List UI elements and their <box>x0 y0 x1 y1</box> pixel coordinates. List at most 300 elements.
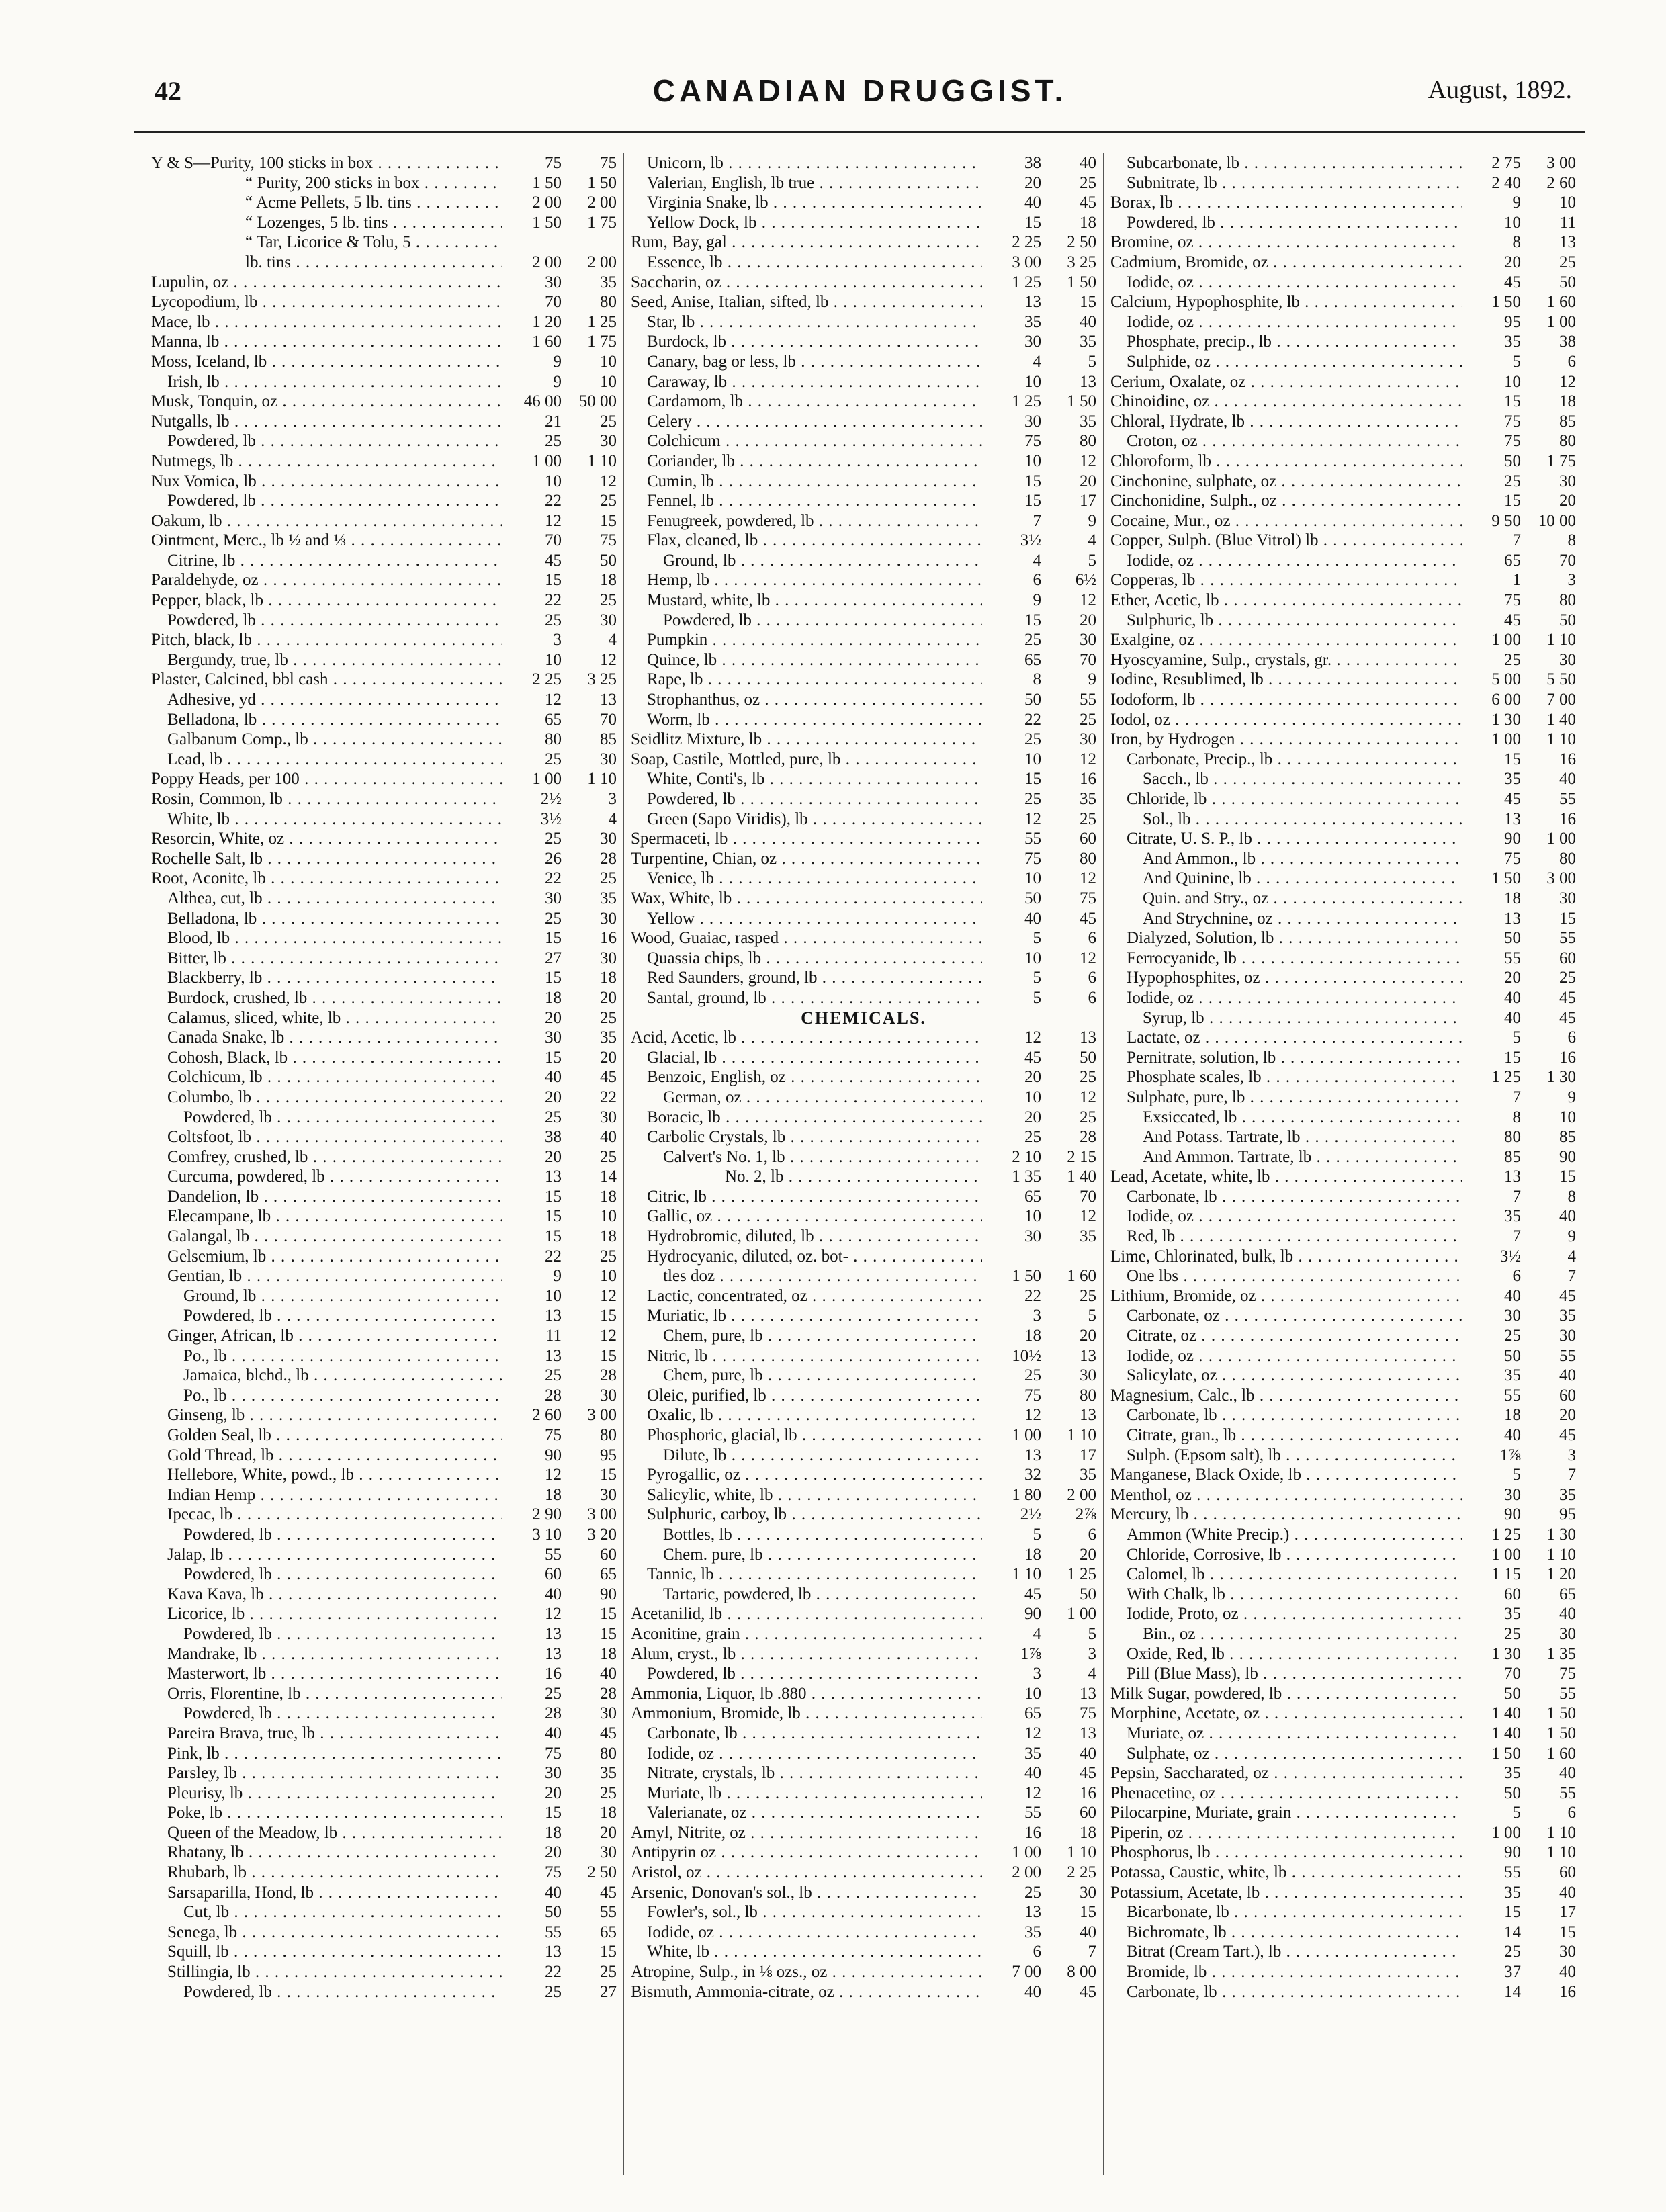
item-name: Bergundy, true, lb . . . <box>144 650 502 670</box>
price-row <box>144 253 623 273</box>
price-row <box>1104 1823 1583 1843</box>
price-row <box>624 1247 1103 1267</box>
item-name: Rosin, Common, lb . . . <box>144 789 502 809</box>
item-name: Powdered, lb . . . <box>1104 213 1462 233</box>
price-high: 7 <box>1088 1943 1096 1961</box>
item-name: Moss, Iceland, lb . . . <box>144 352 502 372</box>
item-name: Powdered, lb . . . <box>144 1108 502 1128</box>
item-name: Potassa, Caustic, white, lb . . . <box>1104 1863 1462 1883</box>
price-row <box>144 1604 623 1624</box>
price-low: 30 <box>1024 412 1041 431</box>
price-row <box>624 491 1103 511</box>
item-name: Atropine, Sulp., in ⅛ ozs., oz . . . <box>624 1962 982 1982</box>
price-low: 1 00 <box>1012 1426 1041 1444</box>
price-row <box>144 1028 623 1048</box>
price-low: 50 <box>1504 929 1521 948</box>
price-row <box>144 750 623 770</box>
item-name: Colchicum . . . <box>624 431 982 451</box>
price-row <box>624 1425 1103 1446</box>
price-row <box>144 1624 623 1644</box>
price-high: 2 50 <box>587 1863 617 1882</box>
item-name: Chinoidine, oz . . . <box>1104 392 1462 412</box>
price-row <box>144 988 623 1008</box>
item-name: Nitrate, crystals, lb . . . <box>624 1763 982 1783</box>
item-name: No. 2, lb . . . <box>624 1167 982 1187</box>
price-row <box>1104 1346 1583 1366</box>
price-row <box>1104 1405 1583 1425</box>
item-name: Copperas, lb . . . <box>1104 570 1462 590</box>
price-row <box>624 809 1103 830</box>
price-high: 28 <box>600 1366 617 1385</box>
price-low: 22 <box>1024 1286 1041 1305</box>
item-name: Gentian, lb . . . <box>144 1266 502 1286</box>
price-low: 25 <box>1024 1366 1041 1385</box>
price-row <box>144 1704 623 1724</box>
price-high: 55 <box>1080 691 1096 709</box>
price-low: 25 <box>545 611 562 629</box>
item-name: Amyl, Nitrite, oz . . . <box>624 1823 982 1843</box>
price-row <box>1104 1525 1583 1545</box>
item-name: Lead, lb . . . <box>144 750 502 770</box>
price-row <box>1104 1684 1583 1704</box>
item-name: Carbonate, oz . . . <box>1104 1306 1462 1326</box>
price-row <box>624 1386 1103 1406</box>
price-high: 2 60 <box>1546 173 1576 192</box>
price-row <box>624 1902 1103 1922</box>
price-high: 1 60 <box>1546 1744 1576 1763</box>
price-row <box>144 789 623 809</box>
price-low: 10 <box>1024 1088 1041 1106</box>
price-high: 70 <box>600 710 617 729</box>
price-low: 13 <box>545 1644 562 1663</box>
price-high: 15 <box>600 1943 617 1961</box>
price-low: 90 <box>1504 830 1521 848</box>
item-name: Lactate, oz . . . <box>1104 1028 1462 1048</box>
price-row <box>624 213 1103 233</box>
price-low: 10 <box>1504 372 1521 391</box>
price-row <box>144 491 623 511</box>
price-row <box>624 1724 1103 1744</box>
price-high: 12 <box>1080 948 1096 967</box>
item-name: Musk, Tonquin, oz . . . <box>144 392 502 412</box>
price-low <box>502 232 563 253</box>
price-low: 45 <box>1024 1585 1041 1603</box>
price-low: 25 <box>1504 650 1521 669</box>
item-name: Subcarbonate, lb . . . <box>1104 153 1462 173</box>
item-name: Pyrogallic, oz . . . <box>624 1465 982 1485</box>
price-row <box>1104 710 1583 730</box>
item-name: Citric, lb . . . <box>624 1187 982 1207</box>
item-name: With Chalk, lb . . . <box>1104 1585 1462 1605</box>
item-name: Squill, lb . . . <box>144 1942 502 1962</box>
price-low: 12 <box>545 511 562 530</box>
price-high: 55 <box>600 1903 617 1922</box>
price-high: 65 <box>600 1922 617 1941</box>
price-row <box>1104 1306 1583 1326</box>
item-name: Nutmegs, lb . . . <box>144 451 502 472</box>
item-name: Hemp, lb . . . <box>624 570 982 590</box>
item-name: Iron, by Hydrogen . . . <box>1104 729 1462 750</box>
price-row <box>624 1525 1103 1545</box>
price-row <box>1104 869 1583 889</box>
price-high: 45 <box>600 1068 617 1087</box>
price-low: 8 <box>1512 1108 1521 1126</box>
price-high: 30 <box>600 909 617 928</box>
price-high: 5 <box>1088 352 1096 371</box>
price-low: 80 <box>1504 1128 1521 1147</box>
price-high: 8 00 <box>1067 1963 1096 1982</box>
price-low: 75 <box>1504 432 1521 451</box>
price-low: 45 <box>1504 790 1521 808</box>
price-column-3 <box>1103 153 1583 2175</box>
price-high: 35 <box>1559 1307 1576 1325</box>
price-row <box>624 1763 1103 1783</box>
price-low: 1 40 <box>1491 1724 1521 1742</box>
item-name: Manna, lb . . . <box>144 332 502 352</box>
price-low: 30 <box>1024 333 1041 351</box>
price-high: 95 <box>1559 1505 1576 1524</box>
price-low: 1 00 <box>1012 1843 1041 1862</box>
price-high: 3 00 <box>587 1505 617 1524</box>
price-row <box>624 1505 1103 1525</box>
item-name: Santal, ground, lb . . . <box>624 988 982 1008</box>
price-low: 1 00 <box>1491 1545 1521 1564</box>
item-name: Iodide, oz . . . <box>1104 551 1462 571</box>
item-name: And Ammon. Tartrate, lb . . . <box>1104 1147 1462 1167</box>
price-high: 30 <box>1559 1624 1576 1643</box>
item-name: Pepper, black, lb . . . <box>144 590 502 611</box>
price-low: 9 <box>553 352 562 371</box>
price-row <box>144 1346 623 1366</box>
item-name: Gelsemium, lb . . . <box>144 1247 502 1267</box>
item-name: Oakum, lb . . . <box>144 511 502 531</box>
price-high: 65 <box>1559 1585 1576 1603</box>
price-row <box>1104 1803 1583 1823</box>
price-row <box>144 1247 623 1267</box>
item-name: White, lb . . . <box>144 809 502 830</box>
item-name: Pitch, black, lb . . . <box>144 630 502 650</box>
price-low: 1 20 <box>532 312 562 331</box>
price-high: 45 <box>1080 1982 1096 2001</box>
price-row <box>144 1744 623 1764</box>
item-name: Poke, lb . . . <box>144 1803 502 1823</box>
price-high: 55 <box>1559 1346 1576 1365</box>
price-low: 7 <box>1512 1227 1521 1246</box>
price-low: 40 <box>1504 1426 1521 1444</box>
price-low: 75 <box>1024 432 1041 451</box>
item-name: Bichromate, lb . . . <box>1104 1922 1462 1943</box>
price-high: 9 <box>1567 1088 1576 1106</box>
item-name: Sulphate, pure, lb . . . <box>1104 1088 1462 1108</box>
price-high: 15 <box>1080 1903 1096 1922</box>
price-low: 2 25 <box>532 670 562 689</box>
price-low: 1 35 <box>1012 1167 1041 1186</box>
price-low: 50 <box>1504 1346 1521 1365</box>
price-high: 40 <box>600 1665 617 1683</box>
item-name: Powdered, lb . . . <box>624 611 982 631</box>
price-high: 5 <box>1088 1624 1096 1643</box>
price-low: 15 <box>545 1804 562 1822</box>
price-low: 22 <box>545 492 562 511</box>
item-name: Iodide, oz . . . <box>1104 1206 1462 1227</box>
price-low: 15 <box>1504 492 1521 511</box>
item-name: Iodide, oz . . . <box>1104 273 1462 293</box>
price-low: 13 <box>545 1346 562 1365</box>
price-row <box>144 1306 623 1326</box>
item-name: And Quinine, lb . . . <box>1104 869 1462 889</box>
price-row <box>1104 253 1583 273</box>
price-low: 1 60 <box>532 333 562 351</box>
price-low: 20 <box>545 1008 562 1027</box>
price-high: 25 <box>600 1963 617 1982</box>
price-high: 35 <box>600 273 617 292</box>
price-low: 85 <box>1504 1147 1521 1166</box>
item-name: Soap, Castile, Mottled, pure, lb . . . <box>624 750 982 770</box>
item-name: Parsley, lb . . . <box>144 1763 502 1783</box>
price-low: 1 50 <box>1012 1267 1041 1286</box>
item-name: Chloride, Corrosive, lb . . . <box>1104 1545 1462 1565</box>
price-high: 3 <box>608 790 617 808</box>
price-row <box>1104 1564 1583 1585</box>
price-high: 50 <box>1559 273 1576 292</box>
price-row <box>1104 1088 1583 1108</box>
price-low: 25 <box>545 909 562 928</box>
price-low: 1 <box>1512 571 1521 590</box>
price-low: 10 <box>1024 750 1041 768</box>
price-low: 1⅞ <box>1499 1446 1521 1464</box>
price-low: 25 <box>545 750 562 768</box>
item-name: Ointment, Merc., lb ½ and ⅓ . . . <box>144 531 502 551</box>
item-name: Calomel, lb . . . <box>1104 1564 1462 1585</box>
item-name: Hypophosphites, oz . . . <box>1104 968 1462 988</box>
price-high: 40 <box>1559 770 1576 789</box>
price-low: 25 <box>1024 790 1041 808</box>
item-name: Cinchonidine, Sulph., oz . . . <box>1104 491 1462 511</box>
price-high: 35 <box>1080 1466 1096 1485</box>
item-name: Fenugreek, powdered, lb . . . <box>624 511 982 531</box>
price-low: 35 <box>1504 1207 1521 1226</box>
price-high: 30 <box>600 1108 617 1126</box>
price-low: 4 <box>1033 352 1041 371</box>
price-row <box>1104 1048 1583 1068</box>
price-high: 1 75 <box>587 333 617 351</box>
price-high: 30 <box>600 611 617 629</box>
price-low: 30 <box>545 889 562 908</box>
item-name: Muriate, oz . . . <box>1104 1724 1462 1744</box>
price-low: 15 <box>545 1048 562 1067</box>
item-name: Quin. and Stry., oz . . . <box>1104 889 1462 909</box>
price-low: 12 <box>545 1466 562 1485</box>
price-low: 10 <box>1024 948 1041 967</box>
price-high: 25 <box>1080 173 1096 192</box>
item-name: Turpentine, Chian, oz . . . <box>624 849 982 869</box>
price-low: 25 <box>545 432 562 451</box>
price-high: 95 <box>600 1446 617 1464</box>
price-low: 6 <box>1033 571 1041 590</box>
price-high: 80 <box>1080 849 1096 868</box>
price-low: 70 <box>545 293 562 312</box>
price-row <box>624 1942 1103 1962</box>
item-name: Powdered, lb . . . <box>144 1704 502 1724</box>
price-high: 6 <box>1088 929 1096 948</box>
price-row <box>1104 948 1583 969</box>
price-row <box>144 1863 623 1883</box>
item-name: Quassia chips, lb . . . <box>624 948 982 969</box>
item-name: Iodide, oz . . . <box>1104 988 1462 1008</box>
price-high: 45 <box>1080 193 1096 212</box>
price-row <box>1104 352 1583 372</box>
price-row <box>624 948 1103 969</box>
price-row <box>624 551 1103 571</box>
item-name: Carbonate, Precip., lb . . . <box>1104 750 1462 770</box>
price-row <box>624 1922 1103 1943</box>
price-high: 16 <box>1559 809 1576 828</box>
price-low: 2 00 <box>532 193 562 212</box>
price-high: 1 40 <box>1546 710 1576 729</box>
item-name: Calcium, Hypophosphite, lb . . . <box>1104 292 1462 312</box>
price-row <box>1104 1664 1583 1684</box>
item-name: Cumin, lb . . . <box>624 472 982 492</box>
item-name: Red Saunders, ground, lb . . . <box>624 968 982 988</box>
price-low: 2 10 <box>1012 1147 1041 1166</box>
price-row <box>144 531 623 551</box>
price-high: 1 30 <box>1546 1068 1576 1087</box>
price-high: 75 <box>1559 1665 1576 1683</box>
item-name: Bottles, lb . . . <box>624 1525 982 1545</box>
item-name: Iodide, oz . . . <box>1104 312 1462 333</box>
price-row <box>1104 630 1583 650</box>
price-high: 10 <box>600 1207 617 1226</box>
price-row <box>624 1067 1103 1088</box>
price-high: 16 <box>1559 1048 1576 1067</box>
price-row <box>144 412 623 432</box>
price-row <box>624 968 1103 988</box>
item-name: Sacch., lb . . . <box>1104 769 1462 789</box>
price-high: 30 <box>600 432 617 451</box>
price-low: 5 <box>1033 929 1041 948</box>
item-name: Calvert's No. 1, lb . . . <box>624 1147 982 1167</box>
price-low: 28 <box>545 1386 562 1405</box>
price-row <box>624 1167 1103 1187</box>
item-name: Ground, lb . . . <box>624 551 982 571</box>
price-low: 25 <box>545 830 562 848</box>
price-high: 1 00 <box>1546 830 1576 848</box>
price-row <box>624 1485 1103 1505</box>
price-low: 18 <box>545 1485 562 1504</box>
price-row <box>624 531 1103 551</box>
price-low: 35 <box>1504 1764 1521 1783</box>
price-high: 30 <box>600 750 617 768</box>
price-row <box>624 889 1103 909</box>
price-low: 1 50 <box>1491 869 1521 888</box>
price-high: 30 <box>1559 1327 1576 1345</box>
price-low: 5 00 <box>1491 670 1521 689</box>
price-low: 1 50 <box>1491 1744 1521 1763</box>
price-high: 30 <box>1080 730 1096 749</box>
price-high: 20 <box>1080 1327 1096 1345</box>
item-name: Yellow Dock, lb . . . <box>624 213 982 233</box>
price-low: 26 <box>545 849 562 868</box>
item-name: Nutgalls, lb . . . <box>144 412 502 432</box>
price-row <box>624 1028 1103 1048</box>
price-low: 12 <box>1024 1406 1041 1425</box>
item-name: Iodide, oz . . . <box>624 1922 982 1943</box>
price-low: 9 50 <box>1491 511 1521 530</box>
price-high: 20 <box>600 1823 617 1842</box>
price-high: 90 <box>600 1585 617 1603</box>
price-high: 80 <box>1559 432 1576 451</box>
price-low: 50 <box>1504 451 1521 470</box>
price-row <box>144 1108 623 1128</box>
price-low: 2 75 <box>1491 154 1521 172</box>
item-name: Bismuth, Ammonia-citrate, oz . . . <box>624 1982 982 2002</box>
price-high: 1 50 <box>1546 1704 1576 1723</box>
price-low: 2 60 <box>532 1406 562 1425</box>
price-row <box>1104 1028 1583 1048</box>
price-row <box>624 193 1103 213</box>
price-row <box>144 1127 623 1147</box>
price-low: 18 <box>545 988 562 1007</box>
price-high: 1 40 <box>1067 1167 1096 1186</box>
item-name: Adhesive, yd . . . <box>144 690 502 710</box>
price-high: 40 <box>1080 1744 1096 1763</box>
item-name: Ginseng, lb . . . <box>144 1405 502 1425</box>
price-high: 60 <box>1559 948 1576 967</box>
price-high: 60 <box>600 1545 617 1564</box>
item-name: Rum, Bay, gal . . . <box>624 232 982 253</box>
price-row <box>1104 590 1583 611</box>
price-low: 3 <box>1033 1665 1041 1683</box>
price-high: 12 <box>600 472 617 490</box>
price-row <box>144 670 623 690</box>
price-low: 22 <box>1024 710 1041 729</box>
price-row <box>1104 1326 1583 1346</box>
price-row <box>624 1545 1103 1565</box>
item-name: Sulphide, oz . . . <box>1104 352 1462 372</box>
price-low: 8 <box>1512 233 1521 252</box>
item-name: Sulphate, oz . . . <box>1104 1744 1462 1764</box>
item-name: Belladona, lb . . . <box>144 909 502 929</box>
price-high: 1 75 <box>1546 451 1576 470</box>
item-name: Ipecac, lb . . . <box>144 1505 502 1525</box>
item-name: Ginger, African, lb . . . <box>144 1326 502 1346</box>
item-name: Phosphoric, glacial, lb . . . <box>624 1425 982 1446</box>
price-row <box>1104 1386 1583 1406</box>
item-name: Iodoform, lb . . . <box>1104 690 1462 710</box>
price-low: 10 <box>1024 372 1041 391</box>
price-row <box>1104 1108 1583 1128</box>
item-name: Cerium, Oxalate, oz . . . <box>1104 372 1462 392</box>
price-row <box>144 690 623 710</box>
item-name: Bromide, lb . . . <box>1104 1962 1462 1982</box>
item-name: Cardamom, lb . . . <box>624 392 982 412</box>
price-high: 80 <box>600 1426 617 1444</box>
price-low: 18 <box>1504 889 1521 908</box>
price-low: 10 <box>1504 213 1521 232</box>
item-name: Tannic, lb . . . <box>624 1564 982 1585</box>
item-name: Rhatany, lb . . . <box>144 1843 502 1863</box>
item-name: Flax, cleaned, lb . . . <box>624 531 982 551</box>
price-low: 46 00 <box>523 392 562 411</box>
price-high: 14 <box>600 1167 617 1186</box>
price-row <box>144 1644 623 1665</box>
price-row <box>144 710 623 730</box>
price-low: 13 <box>545 1943 562 1961</box>
price-row <box>1104 1187 1583 1207</box>
price-row <box>144 372 623 392</box>
price-low: 75 <box>545 1426 562 1444</box>
price-high: 25 <box>1559 253 1576 271</box>
